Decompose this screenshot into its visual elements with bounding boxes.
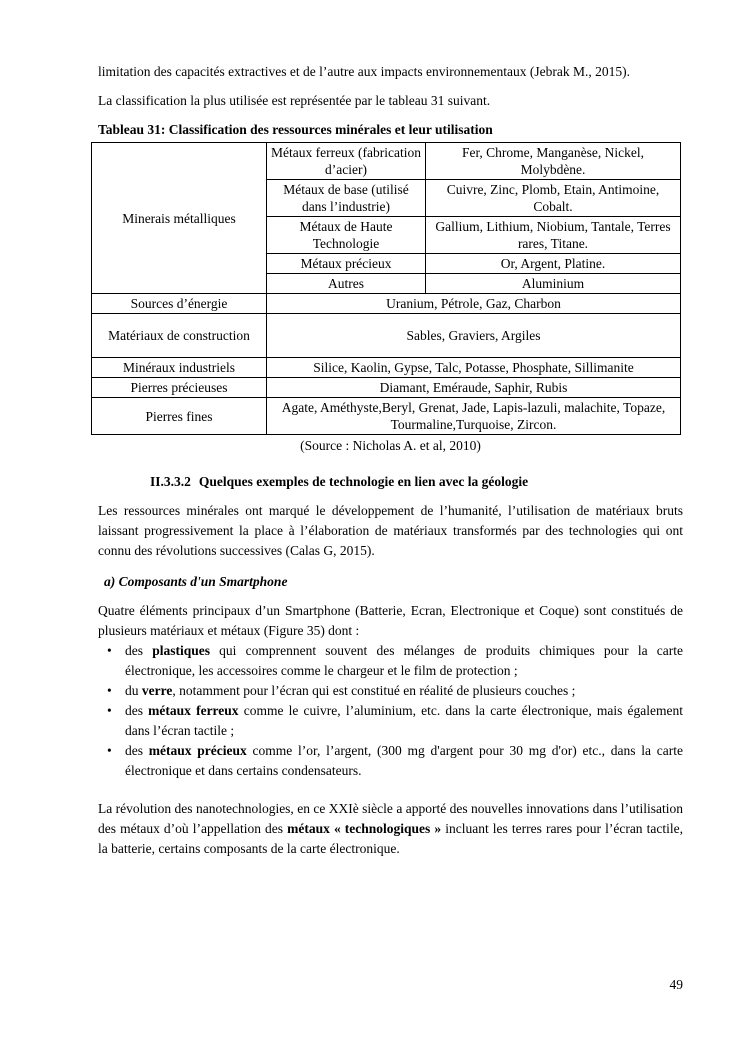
- table-row: [92, 378, 681, 398]
- metal-type-cell: Autres: [267, 274, 426, 294]
- table-row: [92, 143, 681, 180]
- section-heading: [150, 472, 683, 492]
- metal-type-cell: Métaux ferreux (fabrication d’acier): [267, 143, 426, 180]
- examples-cell: Uranium, Pétrole, Gaz, Charbon: [267, 294, 681, 314]
- metal-type-cell: Métaux de Haute Technologie: [267, 217, 426, 254]
- paragraph: La révolution des nanotechnologies, en ce XXIè siècle a apporté des nouvelles innovations dans l’utilisation des métaux d’où l’appellation des métaux « technologiques » incluant les terres rares pour l’écran tactile, la batterie, certains composants de la carte électronique.: [98, 801, 683, 856]
- section-number: II.3.3.2: [150, 474, 191, 489]
- examples-cell: Silice, Kaolin, Gypse, Talc, Potasse, Phosphate, Sillimanite: [267, 358, 681, 378]
- page-number: 49: [669, 977, 683, 992]
- category-cell: Sources d’énergie: [92, 294, 267, 314]
- metal-examples-cell: Gallium, Lithium, Niobium, Tantale, Terres rares, Titane.: [426, 217, 681, 254]
- classification-sentence: La classification la plus utilisée est représentée par le tableau 31 suivant.: [98, 93, 491, 108]
- list-item: • du verre, notamment pour l’écran qui est constitué en réalité de plusieurs couches ;: [125, 681, 683, 701]
- examples-cell: Sables, Graviers, Argiles: [267, 314, 681, 358]
- paragraph: Les ressources minérales ont marqué le développement de l’humanité, l’utilisation de matériaux bruts laissant progressivement la place à l’élaboration de matériaux transformés par des technologies qui ont connu des révolutions successives (Calas G, 2015).: [98, 503, 683, 558]
- table-row: [92, 294, 681, 314]
- list-item: • des plastiques qui comprennent souvent des mélanges de produits chimiques pour la carte électronique, les accessoires comme le chargeur et le film de protection ;: [125, 641, 683, 681]
- list-item: • des métaux ferreux comme le cuivre, l’aluminium, etc. dans la carte électronique, mais également dans l’écran tactile ;: [125, 701, 683, 741]
- subsection-heading: a) Composants d'un Smartphone: [104, 574, 288, 589]
- metal-examples-cell: Cuivre, Zinc, Plomb, Etain, Antimoine, Cobalt.: [426, 180, 681, 217]
- metal-examples-cell: Fer, Chrome, Manganèse, Nickel, Molybdène.: [426, 143, 681, 180]
- section-title: Quelques exemples de technologie en lien avec la géologie: [198, 474, 529, 489]
- category-cell: Minéraux industriels: [92, 358, 267, 378]
- metal-type-cell: Métaux de base (utilisé dans l’industrie): [267, 180, 426, 217]
- metal-examples-cell: Or, Argent, Platine.: [426, 254, 681, 274]
- intro-paragraph: limitation des capacités extractives et de l’autre aux impacts environnementaux (Jebrak M., 2015).: [98, 64, 630, 79]
- category-cell: Pierres précieuses: [92, 378, 267, 398]
- paragraph: Quatre éléments principaux d’un Smartphone (Batterie, Ecran, Electronique et Coque) sont constitués de plusieurs matériaux et métaux (Figure 35) dont :: [98, 603, 683, 638]
- metal-examples-cell: Aluminium: [426, 274, 681, 294]
- table-source: (Source : Nicholas A. et al, 2010): [300, 438, 481, 453]
- table-caption: Tableau 31: Classification des ressources minérales et leur utilisation: [98, 122, 493, 137]
- table-row: [92, 398, 681, 435]
- page-content: [98, 62, 683, 859]
- classification-table: [91, 142, 681, 435]
- table-row: [92, 314, 681, 358]
- table-row: [92, 358, 681, 378]
- category-cell: Matériaux de construction: [92, 314, 267, 358]
- metal-type-cell: Métaux précieux: [267, 254, 426, 274]
- bullet-list: [98, 641, 683, 781]
- metal-group-cell: Minerais métalliques: [92, 143, 267, 294]
- examples-cell: Agate, Améthyste,Beryl, Grenat, Jade, Lapis-lazuli, malachite, Topaze, Tourmaline,Turquoise, Zircon.: [267, 398, 681, 435]
- examples-cell: Diamant, Eméraude, Saphir, Rubis: [267, 378, 681, 398]
- category-cell: Pierres fines: [92, 398, 267, 435]
- list-item: • des métaux précieux comme l’or, l’argent, (300 mg d'argent pour 30 mg d'or) etc., dans la carte électronique et dans certains condensateurs.: [125, 741, 683, 781]
